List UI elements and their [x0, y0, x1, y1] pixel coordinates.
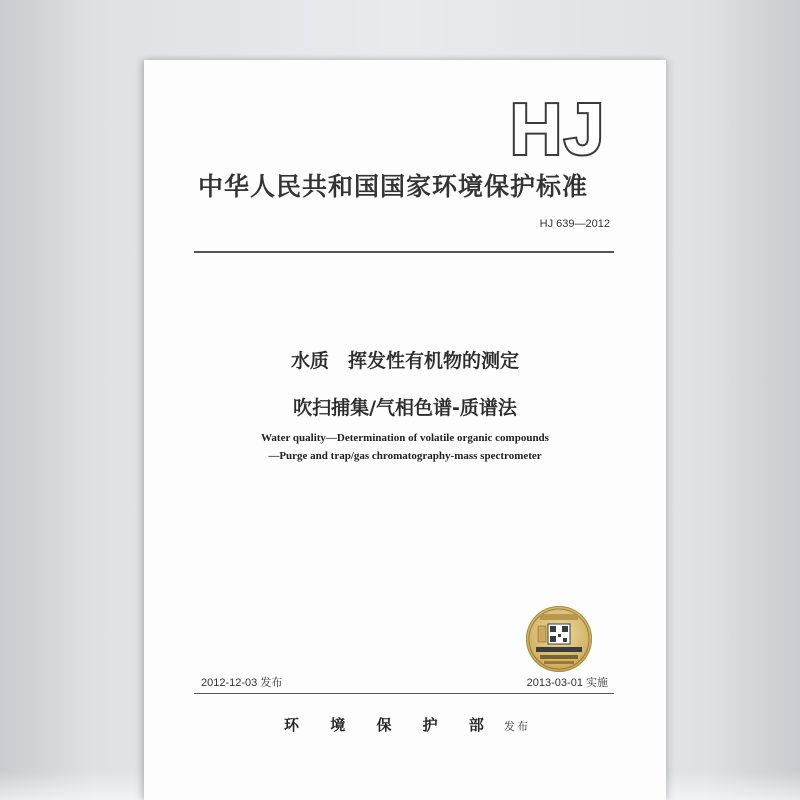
- title-cn-line-1: 水质 挥发性有机物的测定: [290, 350, 519, 372]
- implementation-date: 2013-03-01 实施: [526, 677, 608, 689]
- standard-code: HJ 639—2012: [539, 218, 610, 230]
- header-divider: [194, 251, 614, 253]
- hj-logo: HJ: [509, 90, 606, 170]
- footer-divider: [194, 693, 614, 694]
- title-en-line-1: Water quality—Determination of volatile organic compounds: [261, 432, 549, 444]
- anti-counterfeit-seal-icon: [526, 606, 592, 672]
- publisher-action: 发布: [504, 720, 530, 733]
- seal-graphic: [526, 606, 592, 672]
- document-cover: [144, 60, 666, 800]
- title-en-line-2: —Purge and trap/gas chromatography-mass spectrometer: [268, 450, 542, 462]
- issue-date: 2012-12-03 发布: [201, 677, 283, 689]
- org-title: 中华人民共和国国家环境保护标准: [198, 172, 589, 201]
- title-cn-line-2: 吹扫捕集/气相色谱-质谱法: [293, 397, 517, 419]
- publisher-name: 环 境 保 护 部: [284, 716, 497, 734]
